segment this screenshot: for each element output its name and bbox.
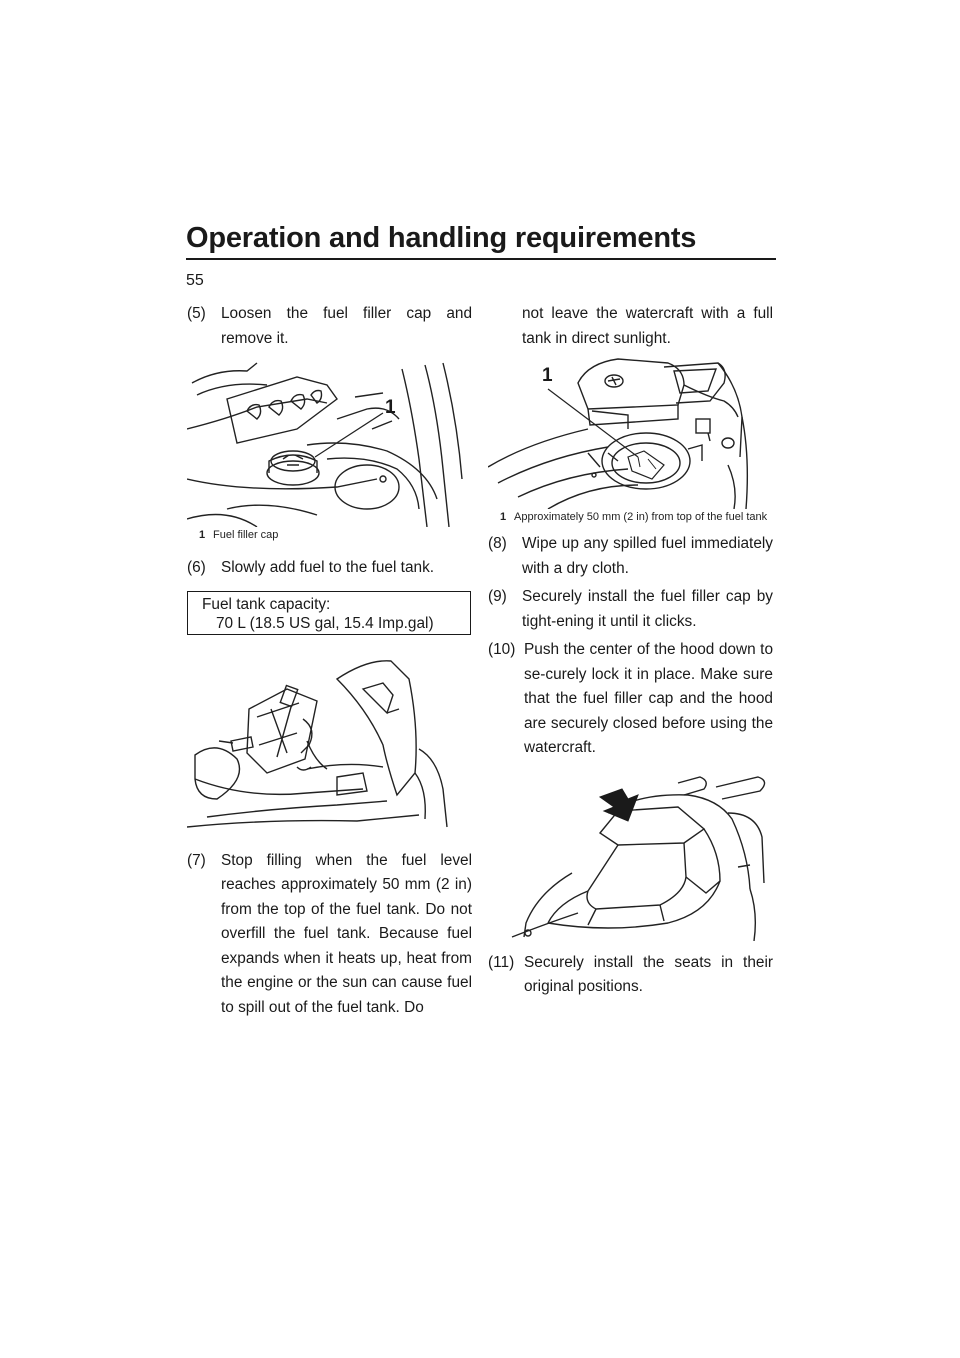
caption-number: 1 [500, 511, 507, 523]
step-text: Loosen the fuel filler cap and remove it. [221, 305, 472, 347]
step-number: (7) [187, 851, 206, 869]
hood-lock-illustration [488, 773, 773, 941]
step-text: Securely install the fuel filler cap by tight-ening it until it clicks. [522, 588, 773, 630]
step-text: Slowly add fuel to the fuel tank. [221, 559, 435, 576]
step-9 [488, 585, 773, 634]
page-number: 55 [186, 272, 204, 289]
right-column [488, 302, 773, 1000]
spec-value: 70 L (18.5 US gal, 15.4 Imp.gal) [216, 614, 434, 632]
step-8 [488, 532, 773, 581]
figure-refueling [187, 649, 472, 839]
left-column [187, 302, 472, 1020]
title-rule [186, 258, 776, 260]
caption-text: Fuel filler cap [213, 529, 279, 541]
step-10 [488, 638, 773, 761]
step-number: (11) [488, 953, 515, 971]
step-number: (10) [488, 641, 516, 658]
step-text: Push the center of the hood down to se-curely lock it in place. Make sure that the fuel filler cap and the hood are securely closed before using the watercraft. [524, 641, 773, 756]
step-text: Wipe up any spilled fuel immediately with a dry cloth. [522, 535, 773, 577]
step-number: (8) [488, 535, 507, 552]
push-arrow-icon [600, 789, 638, 821]
fuel-filler-cap-illustration [187, 359, 472, 527]
step-7-continued: not leave the watercraft with a full tank in direct sunlight. [522, 305, 773, 347]
step-5 [187, 302, 472, 351]
step-7 [187, 849, 472, 1021]
spec-box-fuel-tank-capacity [187, 591, 471, 635]
caption-text: Approximately 50 mm (2 in) from top of the fuel tank [514, 511, 768, 523]
figure-caption [187, 529, 472, 542]
caption-number: 1 [199, 529, 206, 541]
step-number: (9) [488, 588, 507, 605]
figure-fuel-level [488, 357, 773, 524]
figure-fuel-filler-cap [187, 359, 472, 542]
callout-1: 1 [385, 397, 396, 418]
step-11 [488, 951, 773, 1000]
step-text: Stop filling when the fuel level reaches approximately 50 mm (2 in) from the top of the fuel tank. Do not overfill the fuel tank. Because fuel expands when it heats up, heat from the engine or the sun can cause fuel to spill out of the fuel tank. Do [221, 851, 472, 1016]
step-number: (5) [187, 305, 206, 322]
step-text: Securely install the seats in their original positions. [524, 953, 773, 995]
fuel-level-illustration [488, 357, 773, 509]
page-title: Operation and handling requirements [186, 222, 697, 254]
refueling-illustration [187, 649, 472, 839]
step-number: (6) [187, 559, 206, 576]
figure-hood-lock [488, 773, 773, 941]
step-6 [187, 556, 472, 581]
spec-label: Fuel tank capacity: [202, 595, 331, 613]
figure-caption [488, 511, 773, 524]
callout-1: 1 [542, 365, 553, 386]
